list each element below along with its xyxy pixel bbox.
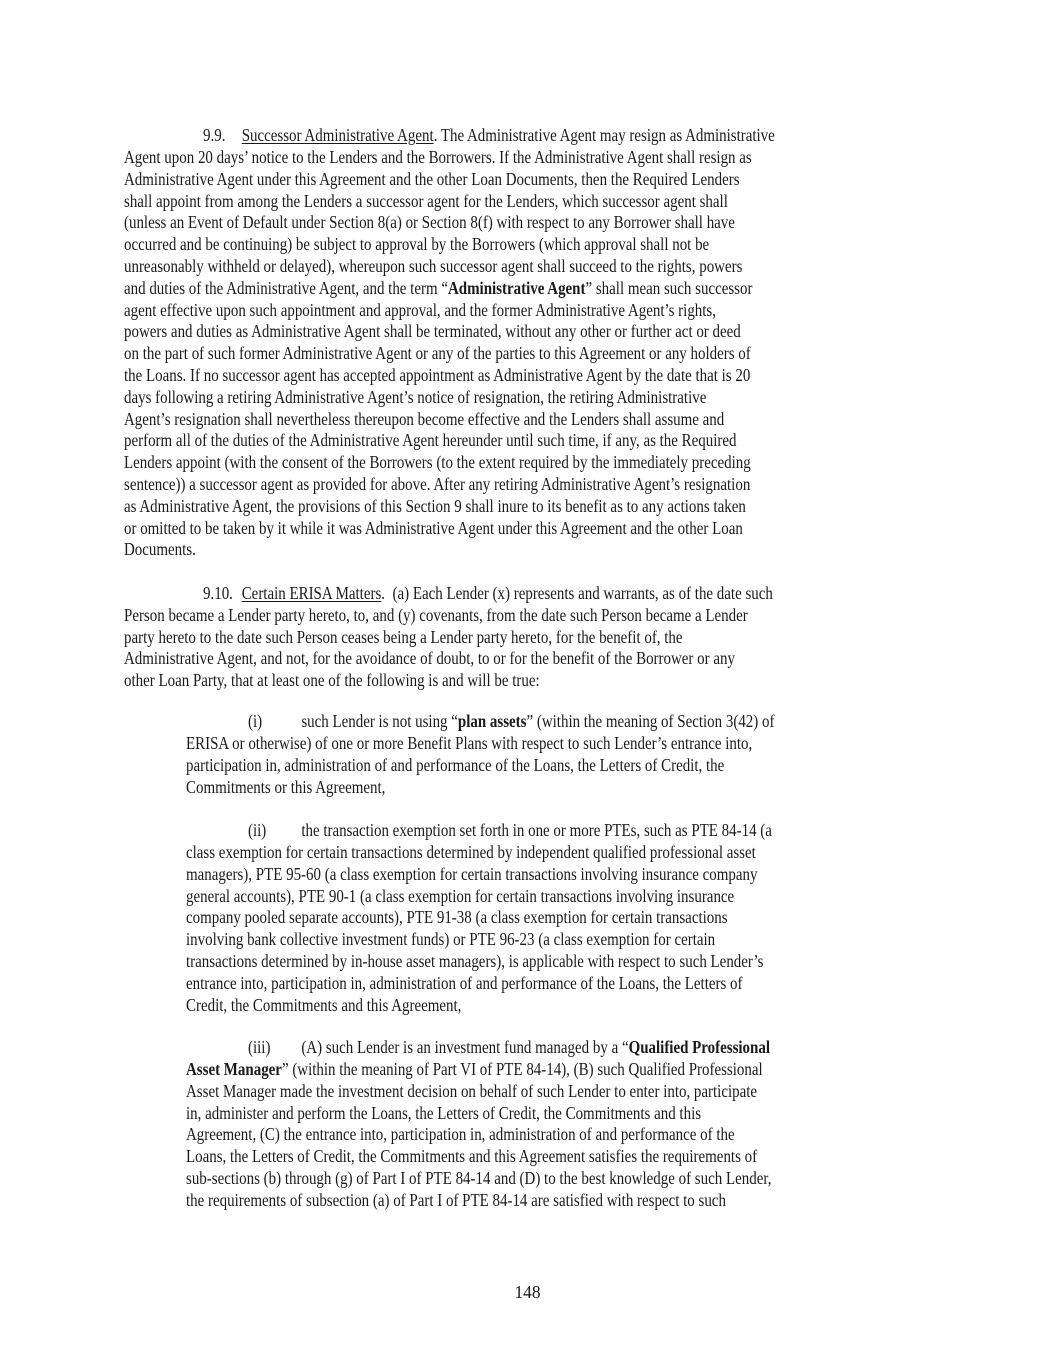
text-run: (A) such Lender is an investment fund managed by a “ xyxy=(301,1037,629,1057)
clause-line: the requirements of subsection (a) of Part I of PTE 84-14 are satisfied with respect to such xyxy=(186,1190,726,1210)
section-title: Successor Administrative Agent xyxy=(241,125,434,145)
paragraph-line: the Loans. If no successor agent has accepted appointment as Administrative Agent by the date that is 20 xyxy=(124,365,751,385)
clause-line: class exemption for certain transactions determined by independent qualified professional asset xyxy=(186,842,756,862)
paragraph-line: Agent’s resignation shall nevertheless thereupon become effective and the Lenders shall assume and xyxy=(124,409,725,429)
paragraph-line: party hereto to the date such Person ceases being a Lender party hereto, for the benefit of, the xyxy=(124,627,683,647)
paragraph-line: unreasonably withheld or delayed), whereupon such successor agent shall succeed to the rights, powers xyxy=(124,256,743,276)
paragraph-line: or omitted to be taken by it while it was Administrative Agent under this Agreement and the other Loan xyxy=(124,518,743,538)
section-number: 9.9. xyxy=(203,125,226,145)
page-number: 148 xyxy=(514,1282,541,1302)
paragraph-line: on the part of such former Administrative Agent or any of the parties to this Agreement or any holders of xyxy=(124,343,751,363)
text-run: ” (within the meaning of Part VI of PTE 84-14), (B) such Qualified Professional xyxy=(281,1059,763,1079)
clause-line: Credit, the Commitments and this Agreement, xyxy=(186,995,462,1015)
text-run: and duties of the Administrative Agent, and the term “ xyxy=(124,278,448,298)
paragraph-line: sentence)) a successor agent as provided for above. After any retiring Administrative Agent’s resignation xyxy=(124,474,751,494)
paragraph-line: Administrative Agent under this Agreement and the other Loan Documents, then the Required Lenders xyxy=(124,169,740,189)
paragraph-line: Agent upon 20 days’ notice to the Lenders and the Borrowers. If the Administrative Agent shall resign as xyxy=(124,147,752,167)
paragraph-line: days following a retiring Administrative Agent’s notice of resignation, the retiring Administrative xyxy=(124,387,707,407)
defined-term: plan assets xyxy=(457,711,527,731)
clause-first-line xyxy=(248,820,772,842)
text-run: such Lender is not using “ xyxy=(301,711,458,731)
clause-line: Commitments or this Agreement, xyxy=(186,777,386,797)
defined-term: Administrative Agent xyxy=(447,278,586,298)
section-heading-line: 9.10. Certain ERISA Matters. (a) Each Lender (x) represents and warrants, as of the date such xyxy=(203,583,773,603)
paragraph-line: occurred and be continuing) be subject to approval by the Borrowers (which approval shall not be xyxy=(124,234,710,254)
clause-first-line xyxy=(248,711,774,733)
paragraph-line: Lenders appoint (with the consent of the Borrowers (to the extent required by the immediately preceding xyxy=(124,452,751,472)
paragraph-line: powers and duties as Administrative Agent shall be terminated, without any other or further act or deed xyxy=(124,321,741,341)
clause-line: participation in, administration of and performance of the Loans, the Letters of Credit, the xyxy=(186,755,725,775)
clause-line: entrance into, participation in, administration of and performance of the Loans, the Letters of xyxy=(186,973,743,993)
clause-line: company pooled separate accounts), PTE 91-38 (a class exemption for certain transactions xyxy=(186,907,728,927)
clause-line: general accounts), PTE 90-1 (a class exemption for certain transactions involving insurance xyxy=(186,886,735,906)
clause-line: in, administer and perform the Loans, the Letters of Credit, the Commitments and this xyxy=(186,1103,702,1123)
paragraph-line: other Loan Party, that at least one of the following is and will be true: xyxy=(124,670,540,690)
paragraph-line: Person became a Lender party hereto, to, and (y) covenants, from the date such Person became a Lender xyxy=(124,605,748,625)
paragraph-text: The Administrative Agent may resign as Administrative xyxy=(440,125,775,145)
clause-line: Loans, the Letters of Credit, the Commitments and this Agreement satisfies the requirements of xyxy=(186,1146,758,1166)
paragraph-line: as Administrative Agent, the provisions of this Section 9 shall inure to its benefit as to any actions taken xyxy=(124,496,746,516)
clause-line: sub-sections (b) through (g) of Part I of PTE 84-14 and (D) to the best knowledge of such Lender, xyxy=(186,1168,772,1188)
paragraph-line: Documents. xyxy=(124,539,196,559)
paragraph-line: agent effective upon such appointment and approval, and the former Administrative Agent’s rights, xyxy=(124,300,717,320)
defined-term: Qualified Professional xyxy=(628,1037,770,1057)
paragraph-line: shall appoint from among the Lenders a successor agent for the Lenders, which successor agent shall xyxy=(124,191,728,211)
paragraph-text: (a) Each Lender (x) represents and warrants, as of the date such xyxy=(392,583,773,603)
section-heading-line: 9.9. Successor Administrative Agent. The Administrative Agent may resign as Administrative xyxy=(203,125,775,145)
clause-line: Asset Manager made the investment decision on behalf of such Lender to enter into, participate xyxy=(186,1081,758,1101)
clause-line: ERISA or otherwise) of one or more Benefit Plans with respect to such Lender’s entrance into, xyxy=(186,733,753,753)
text-run: the transaction exemption set forth in one or more PTEs, such as PTE 84-14 (a xyxy=(301,820,772,840)
paragraph-line: perform all of the duties of the Administrative Agent hereunder until such time, if any, as the Required xyxy=(124,430,737,450)
text-run: ” (within the meaning of Section 3(42) of xyxy=(526,711,775,731)
clause-line: involving bank collective investment funds) or PTE 96-23 (a class exemption for certain xyxy=(186,929,716,949)
clause-label: (i) xyxy=(248,711,263,731)
paragraph-line: (unless an Event of Default under Section 8(a) or Section 8(f) with respect to any Borrower shall have xyxy=(124,212,735,232)
paragraph-line xyxy=(124,278,752,300)
clause-label: (iii) xyxy=(248,1037,271,1057)
clause-label: (ii) xyxy=(248,820,267,840)
paragraph-line: Administrative Agent, and not, for the avoidance of doubt, to or for the benefit of the Borrower or any xyxy=(124,648,735,668)
section-number: 9.10. xyxy=(203,583,233,603)
clause-line xyxy=(186,1059,763,1081)
text-run: ” shall mean such successor xyxy=(585,278,753,298)
clause-first-line xyxy=(248,1037,770,1059)
clause-line: Agreement, (C) the entrance into, participation in, administration of and performance of the xyxy=(186,1124,735,1144)
clause-line: managers), PTE 95-60 (a class exemption for certain transactions involving insurance company xyxy=(186,864,758,884)
defined-term: Asset Manager xyxy=(186,1059,282,1079)
section-title: Certain ERISA Matters xyxy=(241,583,382,603)
clause-line: transactions determined by in-house asset managers), is applicable with respect to such Lender’s xyxy=(186,951,764,971)
